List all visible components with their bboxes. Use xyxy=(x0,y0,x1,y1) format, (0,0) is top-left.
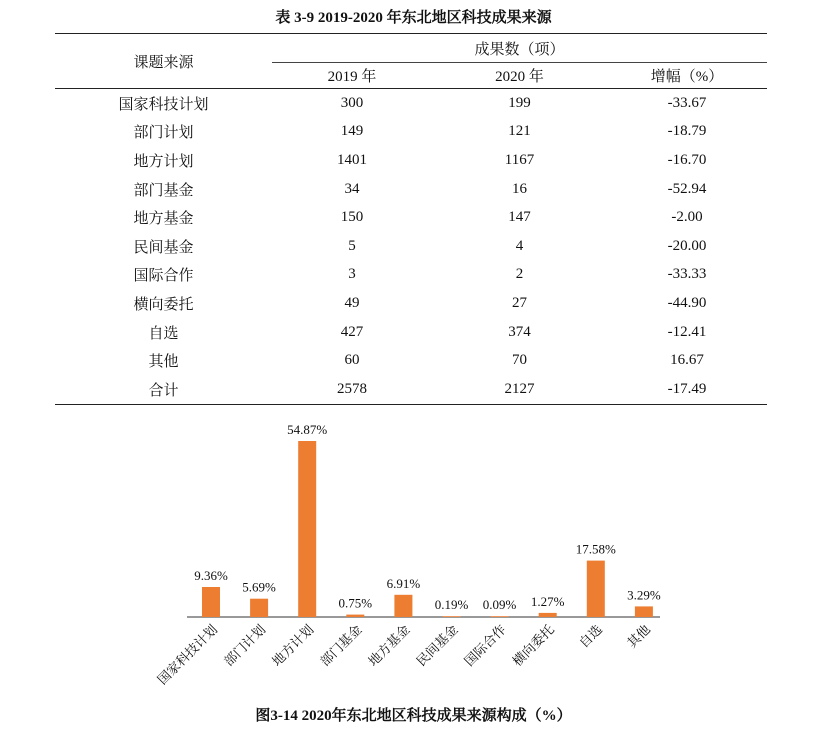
table-row xyxy=(55,261,767,290)
row-2020: 199 xyxy=(508,94,531,111)
data-label-9: 17.58% xyxy=(575,541,616,557)
row-source: 地方基金 xyxy=(133,211,194,228)
category-label-5: 地方基金 xyxy=(365,621,413,670)
row-2019: 34 xyxy=(344,180,360,197)
sources-bar-chart xyxy=(0,410,827,704)
row-2020: 16 xyxy=(512,180,527,197)
row-2019: 2578 xyxy=(337,380,367,397)
row-2020: 4 xyxy=(515,237,524,254)
header-2020: 2020 年 xyxy=(495,69,544,85)
category-label-4: 部门基金 xyxy=(317,621,365,670)
row-2020: 27 xyxy=(512,294,527,311)
row-increase: -18.79 xyxy=(667,123,707,140)
category-label-2: 部门计划 xyxy=(220,621,269,670)
bar-3 xyxy=(298,441,316,617)
data-label-4: 0.75% xyxy=(338,595,373,611)
row-increase: -17.49 xyxy=(667,380,707,397)
data-label-1: 9.36% xyxy=(194,568,228,583)
row-source: 其他 xyxy=(148,354,179,371)
header-increase: 增幅（%） xyxy=(650,69,724,85)
row-2020: 121 xyxy=(508,123,531,140)
row-increase: -12.41 xyxy=(667,323,707,340)
table-row xyxy=(55,118,767,147)
figure-caption: 图3-14 2020年东北地区科技成果来源构成（%） xyxy=(255,708,572,724)
data-label-5: 6.91% xyxy=(386,575,421,591)
row-2020: 374 xyxy=(508,323,531,340)
table-header-row xyxy=(55,34,767,63)
bar-9 xyxy=(587,561,605,617)
sources-table xyxy=(55,33,767,405)
table-row xyxy=(55,375,767,404)
row-2019: 427 xyxy=(340,323,364,340)
bar-6 xyxy=(443,616,461,617)
table-row xyxy=(55,89,767,118)
data-label-2: 5.69% xyxy=(242,579,276,595)
row-increase: -2.00 xyxy=(671,209,703,226)
category-labels-group xyxy=(154,622,653,688)
row-2019: 300 xyxy=(340,94,364,111)
row-increase: -33.33 xyxy=(667,266,707,283)
table-caption: 表 3-9 2019-2020 年东北地区科技成果来源 xyxy=(275,10,552,26)
row-2019: 1401 xyxy=(337,151,367,168)
category-label-10: 其他 xyxy=(624,621,654,651)
row-source: 国际合作 xyxy=(133,268,194,285)
bar-8 xyxy=(539,613,557,617)
bar-5 xyxy=(394,595,412,617)
data-label-8: 1.27% xyxy=(530,593,565,609)
row-2020: 70 xyxy=(512,352,527,369)
data-label-10: 3.29% xyxy=(627,587,661,603)
row-2020: 147 xyxy=(508,209,531,226)
bar-7 xyxy=(491,616,509,617)
row-increase: 16.67 xyxy=(670,352,704,369)
row-2019: 60 xyxy=(344,352,360,369)
row-increase: -52.94 xyxy=(667,180,707,197)
row-2019: 5 xyxy=(348,237,356,254)
table-row xyxy=(55,289,767,318)
row-2020: 1167 xyxy=(504,151,535,168)
table-row xyxy=(55,203,767,232)
data-label-3: 54.87% xyxy=(287,422,328,437)
header-group: 成果数（项） xyxy=(272,34,767,63)
table-row xyxy=(55,232,767,261)
bar-4 xyxy=(346,615,364,617)
row-2019: 149 xyxy=(340,123,364,140)
bar-2 xyxy=(250,599,268,617)
row-source: 部门基金 xyxy=(133,182,194,199)
row-2019: 3 xyxy=(348,266,356,283)
header-2019: 2019 年 xyxy=(327,69,377,85)
table-row xyxy=(55,146,767,175)
data-label-6: 0.19% xyxy=(434,597,469,613)
row-source: 部门计划 xyxy=(133,125,194,142)
row-source: 自选 xyxy=(148,325,179,342)
row-increase: -16.70 xyxy=(667,151,707,168)
category-label-9: 自选 xyxy=(576,621,606,651)
table-row xyxy=(55,346,767,375)
table-row xyxy=(55,318,767,347)
row-2020: 2 xyxy=(515,266,524,283)
row-increase: -44.90 xyxy=(667,294,707,311)
row-source: 合计 xyxy=(148,382,179,399)
bar-1 xyxy=(202,587,220,617)
table-row xyxy=(55,175,767,204)
row-2019: 49 xyxy=(344,294,360,311)
row-increase: -33.67 xyxy=(667,94,707,111)
category-label-3: 地方计划 xyxy=(269,621,317,670)
category-label-6: 民间基金 xyxy=(413,621,461,670)
table-body xyxy=(55,89,767,405)
row-source: 国家科技计划 xyxy=(118,96,209,113)
category-label-8: 横向委托 xyxy=(509,621,557,670)
category-label-7: 国际合作 xyxy=(461,621,509,670)
row-source: 横向委托 xyxy=(133,296,194,313)
row-source: 地方计划 xyxy=(133,153,194,170)
row-increase: -20.00 xyxy=(667,237,707,254)
row-2019: 150 xyxy=(340,209,364,226)
category-label-1: 国家科技计划 xyxy=(154,621,221,688)
header-source: 课题来源 xyxy=(133,54,194,71)
row-source: 民间基金 xyxy=(133,239,194,256)
bar-10 xyxy=(635,606,653,617)
row-2020: 2127 xyxy=(504,380,535,397)
data-label-7: 0.09% xyxy=(482,597,517,613)
